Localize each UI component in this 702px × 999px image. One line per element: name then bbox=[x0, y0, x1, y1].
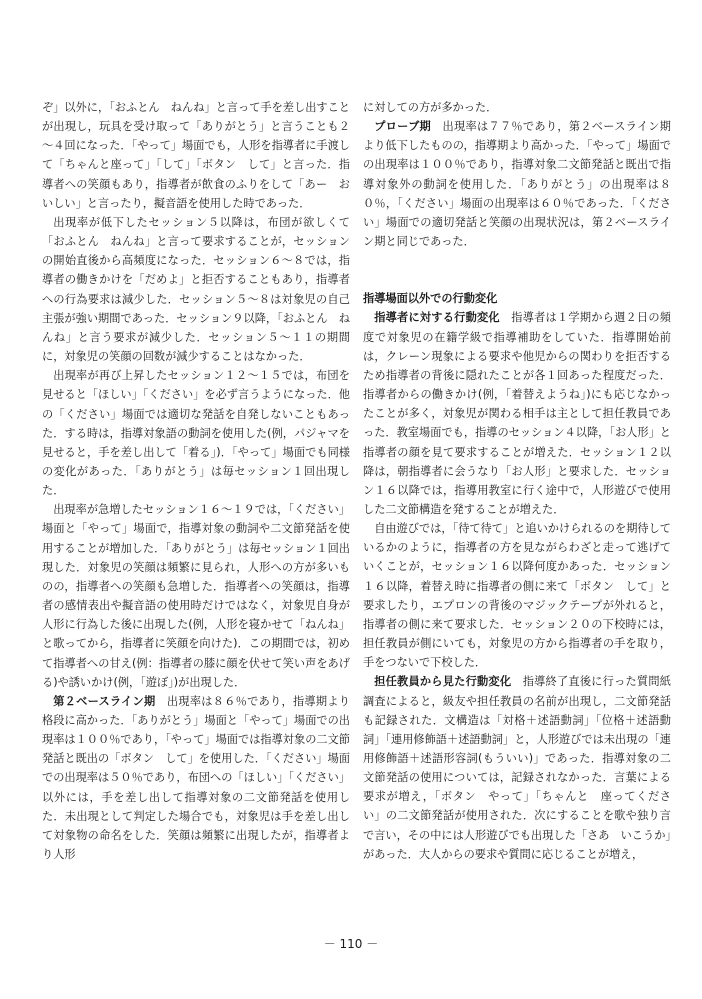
paragraph: ぞ」以外に，「おふとん ねんね」と言って手を差し出すことが出現し，玩具を受け取って「ありがとう」と言うことも２～４回になった．「やって」場面でも，人形を指導者に手渡して「ちゃんと座って」「して」「ボタン して」と言った．指導者への笑顔もあり，指導者が飲食のふりをして「あー おいしい」と言ったり，擬音語を使用した時であった． bbox=[42, 101, 350, 210]
paragraph-lead-heading: 指導者に対する行動変化 bbox=[374, 311, 500, 325]
paragraph-second-baseline bbox=[42, 692, 350, 864]
paragraph-body: 指導者は１学期から週２日の頻度で対象児の在籍学級で指導補助をしていた．指導開始前は，クレーン現象による要求や他児からの関わりを拒否するため指導者の背後に隠れたことが各１回あった程度だった．指導者からの働きかけ(例，「着替えようね」)にも応じなかったことが多く，対象児が関わる相手は主として担任教員であった．教室場面でも，指導のセッション４以降，「お人形」と指導者の顔を見て要求することが増えた．セッション１２以降は，朝指導者に会うなり「お人形」と要求した．セッション１６以降では，指導用教室に行く途中で，人形遊びで使用した二文節構造を発することが増えた． bbox=[363, 311, 671, 516]
page-number: － 110 － bbox=[323, 937, 379, 951]
paragraph: に対しての方が多かった． bbox=[363, 101, 498, 114]
paragraph-body: 指導終了直後に行った質問紙調査によると，級友や担任教員の名前が出現し，二文節発話も記録された．文構造は「対格＋述語動詞」「位格＋述語動詞」「連用修飾語＋述語動詞」と，人形遊びでは未出現の「連用修飾語＋述語形容詞(もういい)」であった．指導対象の二文節発話の使用については，記録されなかった．言葉による要求が増え，「ボタン やって」「ちゃんと 座ってください」の二文節発話が使用された．次にすることを歌や独り言で言い，その中には人形遊びでも出現した「さあ いこうか」があった．大人からの要求や質問に応じることが増え， bbox=[363, 675, 671, 861]
paragraph: 出現率が再び上昇したセッション１２～１５では，布団を見せると「ほしい」「ください」を必ず言うようになった．他の「ください」場面では適切な発話を自発しないこともあった．する時は，指導対象語の動詞を使用した(例，パジャマを見せると，手を差し出して「着る」)．「やって」場面でも同様の変化があった．「ありがとう」は毎セッション１回出現した． bbox=[42, 369, 350, 498]
paragraph-lead-heading: プローブ期 bbox=[374, 120, 432, 134]
paragraph-lead-heading: 第２ベースライン期 bbox=[53, 694, 156, 708]
right-column bbox=[363, 98, 671, 864]
paragraph-probe bbox=[363, 117, 671, 251]
paragraph: 出現率が急増したセッション１６～１９では，「ください」場面と「やって」場面で，指導対象の動詞や二文節発話を使用することが増加した．「ありがとう」は毎セッション１回出現した．対象児の笑顔は頻繁に見られ，人形への方が多いものの，指導者への笑顔も急増した．指導者への笑顔は，指導者の感情表出や擬音語の使用時だけではなく，対象児自身が人形に行為した後に出現した(例，人形を寝かせて「ねんね」と歌ってから，指導者に笑顔を向けた)．この期間では，初めて指導者への甘え(例：指導者の膝に顔を伏せて笑い声をあげる)や誘いかけ(例，「遊ぼ」)が出現した． bbox=[42, 503, 350, 689]
paragraph: 自由遊びでは，「待て待て」と追いかけられるのを期待しているかのように，指導者の方を見ながらわざと走って逃げていくことが，セッション１６以降何度かあった．セッション１６以降，着替え時に指導者の側に来て「ボタン して」と要求したり，エプロンの背後のマジックテープが外れると，指導者の側に来て要求した．セッション２０の下校時には，担任教員が側にいても，対象児の方から指導者の手を取り，手をつないで下校した． bbox=[363, 522, 671, 670]
left-column bbox=[42, 98, 350, 864]
paragraph-body: 出現率は７７％であり，第２ベースライン期より低下したものの，指導期より高かった．「やって」場面での出現率は１００％であり，指導対象二文節発話と既出で指導対象外の動詞を使用した．「ありがとう」の出現率は８０％，「ください」場面の出現率は６０％であった．「ください」場面での適切発話と笑顔の出現状況は，第２ベースライン期と同じであった． bbox=[363, 120, 671, 249]
paragraph-body: 出現率は８６％であり，指導期より格段に高かった．「ありがとう」場面と「やって」場面での出現率は１００％であり，「やって」場面では指導対象の二文節発話と既出の「ボタン して」を使用した．「ください」場面での出現率は５０％であり，布団への「ほしい」「ください」以外には，手を差し出して指導対象の二文節発話を使用した．未出現として判定した場合でも，対象児は手を差し出して対象物の命名をした．笑顔は頻繁に出現したが，指導者より人形 bbox=[42, 694, 350, 862]
paragraph-instructor-change bbox=[363, 308, 671, 519]
paragraph: 出現率が低下したセッション５以降は，布団が欲しくて「おふとん ねんね」と言って要求することが，セッションの開始直後から高頻度になった．セッション６～８では，指導者の働きかけを「だめよ」と拒否することもあり，指導者への行為要求は減少した．セッション５～８は対象児の自己主張が強い期間であった．セッション９以降，「おふとん ねんね」と言う要求が減少した．セッション５～１１の期間に，対象児の笑顔の回数が減少することはなかった． bbox=[42, 215, 350, 364]
paragraph-teacher-view bbox=[363, 672, 671, 864]
section-heading: 指導場面以外での行動変化 bbox=[363, 292, 498, 306]
paragraph-lead-heading: 担任教員から見た行動変化 bbox=[374, 675, 512, 689]
